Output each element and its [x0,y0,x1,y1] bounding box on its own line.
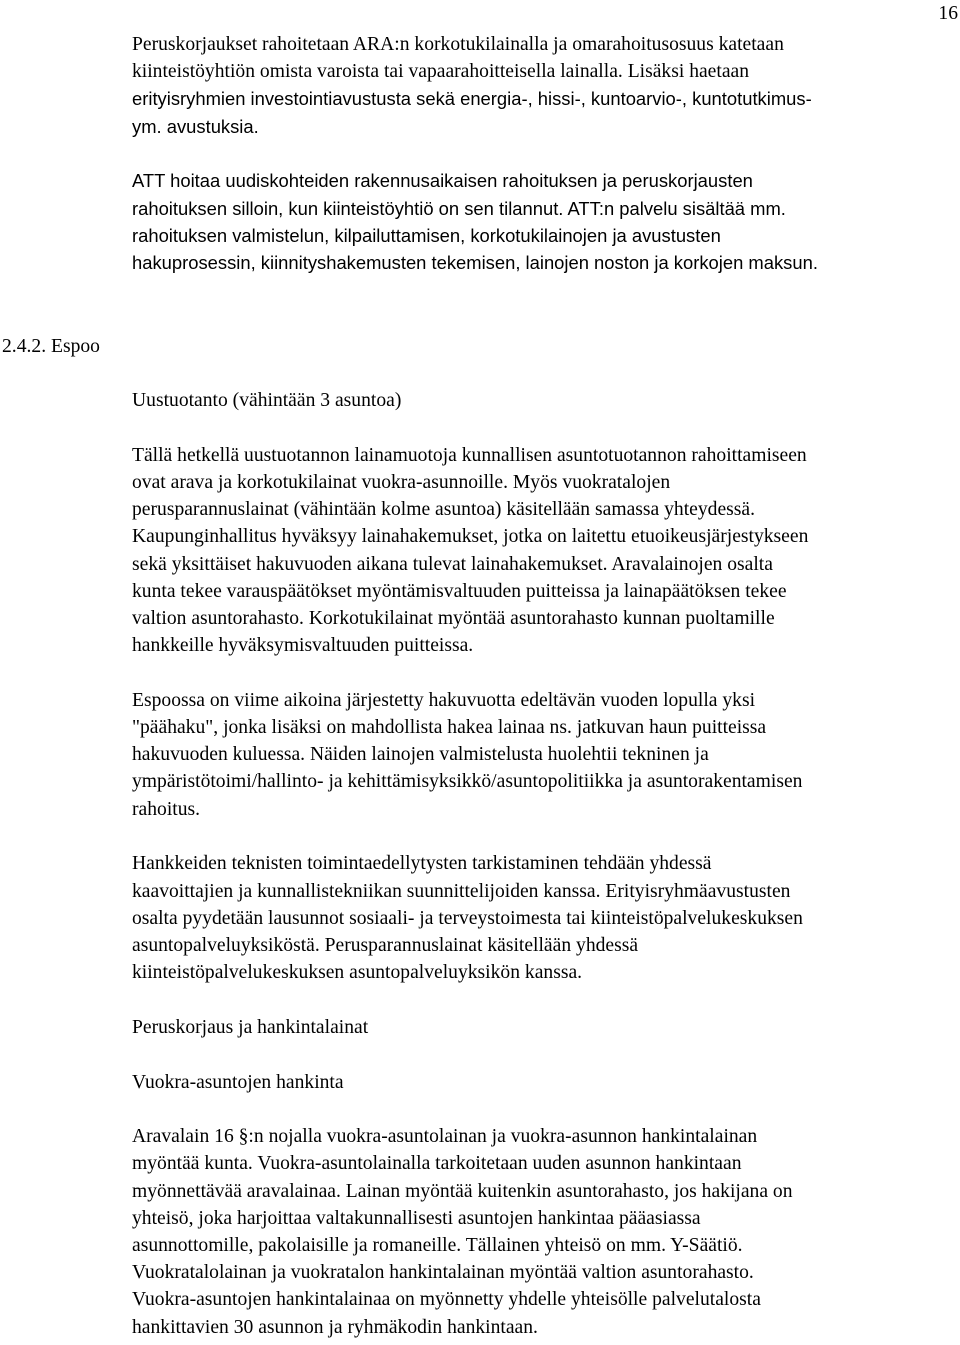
text-line: myönnettävää aravalainaa. Lainan myöntää kuitenkin asuntorahasto, jos hakijana on [132,1180,793,1202]
text-line: Vuokratalolainan ja vuokratalon hankintalainan myöntää valtion asuntorahasto. [132,1262,754,1284]
text-line: asuntopalveluyksiköstä. Perusparannuslainat käsitellään yhdessä [132,934,639,956]
text-line: Aravalain 16 §:n nojalla vuokra-asuntolainan ja vuokra-asunnon hankintalainan [132,1126,758,1148]
paragraph-att [132,167,954,276]
section-heading: 2.4.2. Espoo [2,336,100,357]
text-line: ympäristötoimi/hallinto- ja kehittämisyksikkö/asuntopolitiikka ja asuntorakentamisen [132,771,803,793]
text-line: rahoitus. [132,798,201,820]
paragraph-technical-review [132,850,954,986]
subheading-renovation [132,1014,954,1041]
text-line: rahoituksen valmistelun, kilpailuttamisen, korkotukilainojen ja avustusten [132,224,721,246]
text-line: kunta tekee varauspäätökset myöntämisvaltuuden puitteissa ja lainapäätöksen tekee [132,580,787,602]
text-line: kiinteistöpalvelukeskuksen asuntopalveluyksikön kanssa. [132,962,583,984]
text-line: ovat arava ja korkotukilainat vuokra-asunnoille. Myös vuokratalojen [132,471,671,493]
text-line: valtion asuntorahasto. Korkotukilainat myöntää asuntorahasto kunnan puoltamille [132,607,775,629]
subheading-text: Uustuotanto (vähintään 3 asuntoa) [132,390,402,411]
text-line: hakuprosessin, kiinnityshakemusten tekemisen, lainojen noston ja korkojen maksun. [132,251,818,273]
text-line: hakuvuoden kuluessa. Näiden lainojen valmistelusta huolehtii tekninen ja [132,744,709,766]
text-line: myöntää kunta. Vuokra-asuntolainalla tarkoitetaan uuden asunnon hankintaan [132,1153,742,1175]
text-line: "päähaku", jonka lisäksi on mahdollista hakea lainaa ns. jatkuvan haun puitteissa [132,717,767,739]
page-number: 16 [938,3,958,24]
text-line: perusparannuslainat (vähintään kolme asuntoa) käsitellään samassa yhteydessä. [132,499,755,521]
subheading-acquisition [132,1069,954,1096]
paragraph-financing [132,31,954,140]
paragraph-acquisition [132,1123,954,1341]
paragraph-espoo-application [132,687,954,823]
paragraph-new-production [132,442,954,660]
text-line: hankittavien 30 asunnon ja ryhmäkodin hankintaan. [132,1316,538,1338]
text-line: asunnottomille, pakolaisille ja romaneille. Tällainen yhteisö on mm. Y-Säätiö. [132,1235,743,1257]
espoo-section [132,387,954,1341]
text-line: kaavoittajien ja kunnallistekniikan suunnittelijoiden kanssa. Erityisryhmäavustusten [132,880,791,902]
text-line: Kaupunginhallitus hyväksyy lainahakemukset, jotka on laitettu etuoikeusjärjestykseen [132,526,809,548]
text-line: Tällä hetkellä uustuotannon lainamuotoja kunnallisen asuntotuotannon rahoittamiseen [132,444,807,466]
text-line: osalta pyydetään lausunnot sosiaali- ja terveystoimesta tai kiinteistöpalvelukeskuksen [132,907,803,929]
text-line: kiinteistöyhtiön omista varoista tai vapaarahoitteisella lainalla. Lisäksi haetaan [132,61,750,83]
text-line: sekä yksittäiset hakuvuoden aikana tulevat lainahakemukset. Aravalainojen osalta [132,553,773,575]
text-line: ym. avustuksia. [132,115,259,137]
text-line: Hankkeiden teknisten toimintaedellytysten tarkistaminen tehdään yhdessä [132,853,712,875]
text-line: ATT hoitaa uudiskohteiden rakennusaikaisen rahoituksen ja peruskorjausten [132,170,753,192]
intro-block [132,31,954,276]
subheading-text: Vuokra-asuntojen hankinta [132,1071,344,1093]
text-line: hankkeille hyväksymisvaltuuden puitteissa. [132,635,474,657]
text-line: rahoituksen silloin, kun kiinteistöyhtiö on sen tilannut. ATT:n palvelu sisältää mm. [132,197,786,219]
text-line: Vuokra-asuntojen hankintalainaa on myönnetty yhdelle yhteisölle palvelutalosta [132,1289,761,1311]
subheading-text: Peruskorjaus ja hankintalainat [132,1016,369,1038]
text-line: Espoossa on viime aikoina järjestetty hakuvuotta edeltävän vuoden lopulla yksi [132,689,756,711]
text-line: yhteisö, joka harjoittaa valtakunnallisesti asuntojen hankintaa pääasiassa [132,1207,701,1229]
text-line: Peruskorjaukset rahoitetaan ARA:n korkotukilainalla ja omarahoitusosuus katetaan [132,34,784,55]
text-line: erityisryhmien investointiavustusta sekä energia-, hissi-, kuntoarvio-, kuntotutkimus- [132,88,812,110]
subheading-new-production [132,387,954,414]
